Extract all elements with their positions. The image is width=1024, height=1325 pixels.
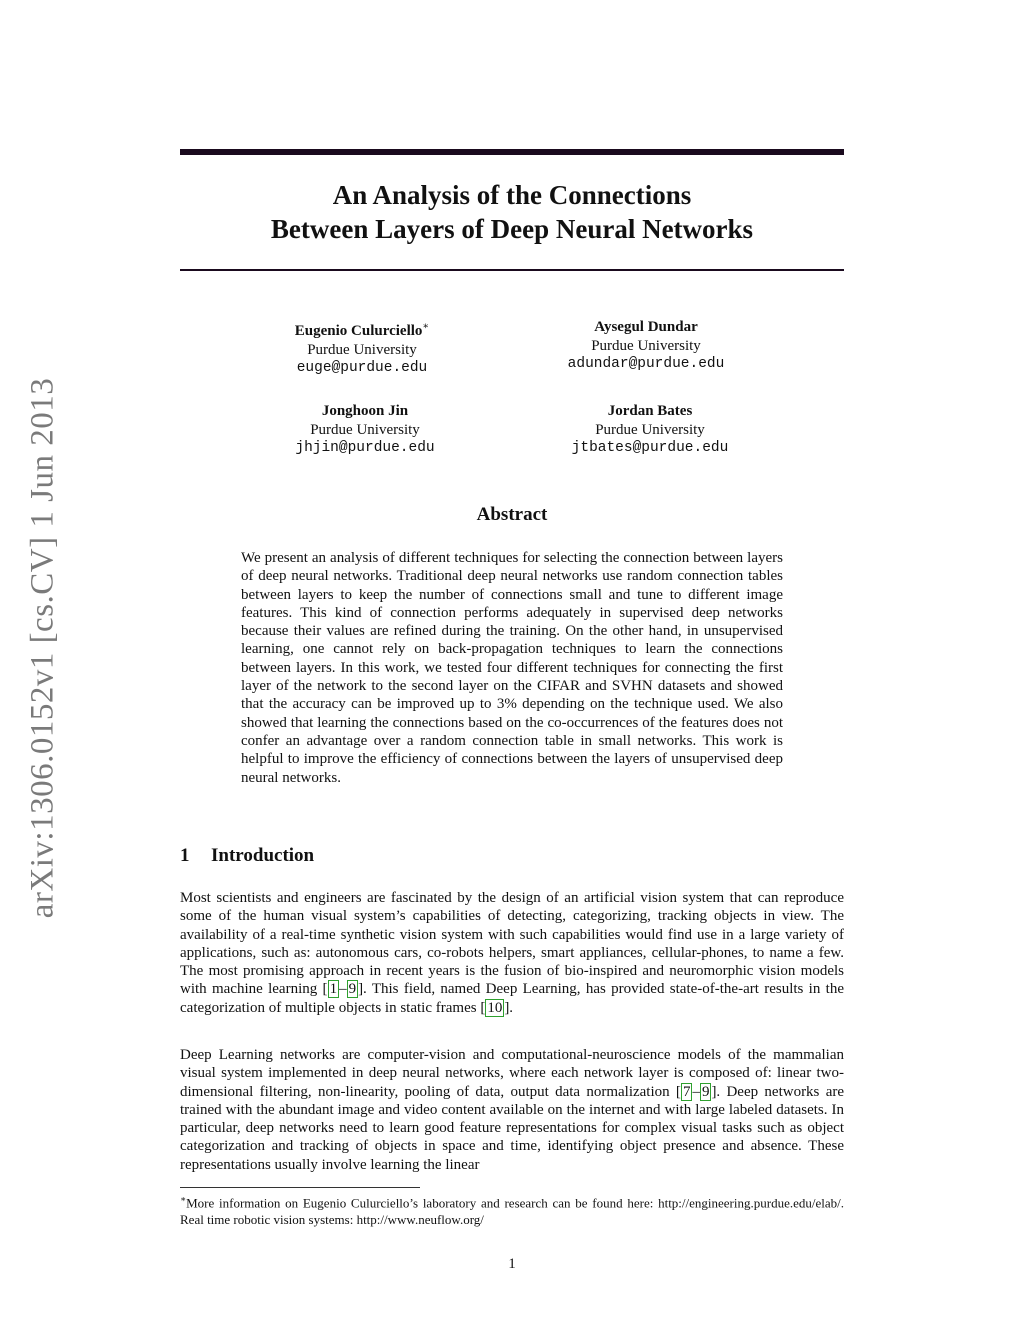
paper-title: [180, 178, 844, 246]
author-name: Eugenio Culurciello∗: [294, 321, 430, 339]
section-heading: [180, 845, 314, 867]
title-bottom-rule: [180, 269, 844, 271]
citation-link[interactable]: 9: [701, 1083, 710, 1100]
section-title: Introduction: [211, 845, 315, 866]
author-block: [520, 402, 780, 458]
author-affiliation: Purdue University: [595, 421, 705, 438]
title-line-2: Between Layers of Deep Neural Networks: [270, 214, 754, 244]
page-number: 1: [508, 1256, 516, 1272]
author-affiliation: Purdue University: [591, 337, 701, 354]
footnote-rule: [180, 1187, 420, 1188]
author-email[interactable]: euge@purdue.edu: [296, 360, 428, 376]
title-top-rule: [180, 149, 844, 155]
citation-link[interactable]: 9: [348, 981, 357, 998]
author-name: Aysegul Dundar: [594, 319, 698, 335]
footnote-mark: ∗: [422, 321, 430, 332]
abstract-heading: Abstract: [476, 504, 548, 525]
author-name: Jordan Bates: [607, 403, 693, 419]
author-affiliation: Purdue University: [307, 341, 417, 358]
abstract-text: We present an analysis of different techniques for selecting the connection between layers of deep neural networks. Traditional deep neural networks use random connection tables between layers to keep the number of connections small and tune to different image features. This kind of connection performs adequately in supervised deep networks because their values are refined during the training. On the other hand, in unsupervised learning, one cannot rely on back-propagation techniques to learn the connections between layers. In this work, we tested four different techniques for connecting the first layer of the network to the second layer on the CIFAR and SVHN datasets and showed that the accuracy can be improved up to 3% depending on the technique used. We also showed that learning the connections based on the co-occurrences of the features does not confer an advantage over a random connection table in small networks. This work is helpful to improve the efficiency of connections between the layers of unsupervised deep neural networks.: [241, 550, 783, 786]
author-block: [235, 402, 495, 458]
author-affiliation: Purdue University: [310, 421, 420, 438]
author-block: [232, 318, 492, 378]
arxiv-stamp: arXiv:1306.0152v1 [cs.CV] 1 Jun 2013: [24, 377, 61, 919]
intro-paragraph-2: Deep Learning networks are computer-vision and computational-neuroscience models of the mammalian visual system implemented in deep neural networks, where each network layer is composed of: linear two-dimensional filtering, non-linearity, pooling of data, output data normalization [ 7 – 9 ]. Deep networks are trained with the abundant image and video content available on the internet and with large labeled datasets. In particular, deep networks need to learn good feature representations for complex visual tasks such as object categorization and tracking of objects in space and time, identifying object presence and absence. These representations usually involve learning the linear: [180, 1047, 844, 1173]
footnote: [180, 1191, 844, 1228]
citation-link[interactable]: 10: [487, 999, 503, 1016]
citation-link[interactable]: 7: [682, 1083, 691, 1100]
author-block: [516, 318, 776, 374]
author-name: Jonghoon Jin: [321, 403, 409, 419]
section-number: 1: [180, 845, 190, 866]
footnote-mark: ∗: [180, 1194, 187, 1204]
citation-link[interactable]: 1: [329, 981, 338, 998]
footnote-text: More information on Eugenio Culurciello’s laboratory and research can be found here: http://engineering.purdue.edu/elab/. Real time robotic vision systems: http://www.neuflow.org/: [180, 1195, 844, 1228]
author-email[interactable]: jhjin@purdue.edu: [295, 440, 435, 456]
title-line-1: An Analysis of the Connections: [332, 180, 692, 210]
author-email[interactable]: adundar@purdue.edu: [567, 356, 725, 372]
author-email[interactable]: jtbates@purdue.edu: [571, 440, 729, 456]
intro-paragraph-1: Most scientists and engineers are fascinated by the design of an artificial vision system that can reproduce some of the human visual system’s capabilities of detecting, categorizing, tracking objects in view. The availability of a real-time synthetic vision system with such capabilities would find use in a large variety of applications, such as: autonomous cars, co-robots helpers, smart appliances, cellular-phones, to name a few. The most promising approach in recent years is the fusion of bio-inspired and neuromorphic vision models with machine learning [ 1 – 9 ]. This field, named Deep Learning, has provided state-of-the-art results in the categorization of multiple objects in static frames [ 10 ].: [180, 890, 844, 1016]
